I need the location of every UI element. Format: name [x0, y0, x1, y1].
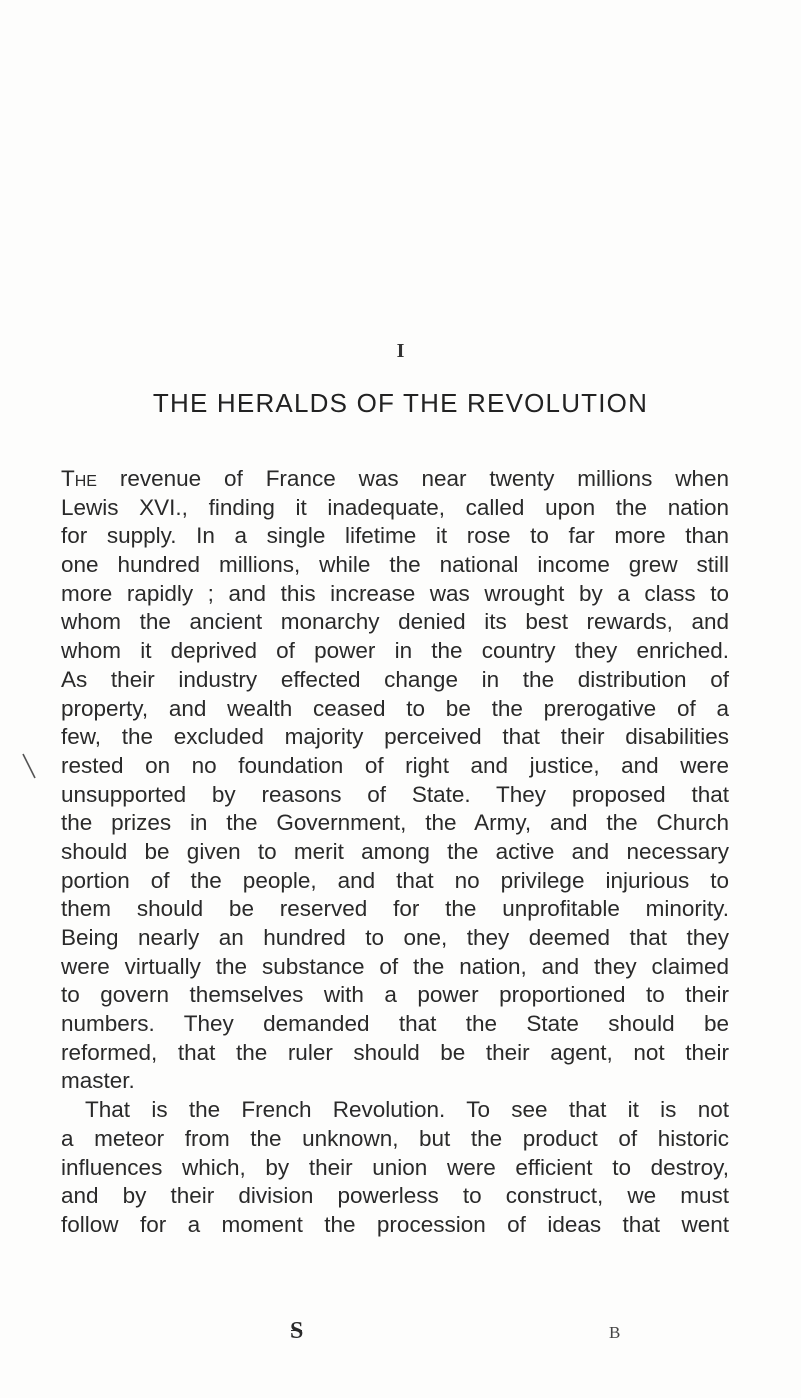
body-line: for supply. In a single lifetime it rose to far more than: [61, 523, 729, 549]
body-line: them should be reserved for the unprofitable minority.: [61, 896, 729, 922]
body-line: one hundred millions, while the national income grew still: [61, 552, 729, 578]
body-line: follow for a moment the procession of ideas that went: [61, 1211, 729, 1237]
body-line: influences which, by their union were efficient to destroy,: [61, 1154, 729, 1180]
body-line: property, and wealth ceased to be the prerogative of a: [61, 695, 729, 721]
body-line: master.: [61, 1068, 135, 1094]
body-paragraph: [61, 465, 729, 1240]
body-line: reformed, that the ruler should be their agent, not their: [61, 1039, 729, 1065]
body-line: Being nearly an hundred to one, they deemed that they: [61, 925, 729, 950]
body-line: rested on no foundation of right and justice, and were: [61, 752, 729, 778]
body-line: to govern themselves with a power proportioned to their: [61, 982, 729, 1008]
body-line: Lewis XVI., finding it inadequate, called upon the nation: [61, 494, 729, 520]
body-line: a meteor from the unknown, but the product of historic: [61, 1125, 729, 1151]
body-line: and by their division powerless to construct, we must: [61, 1183, 729, 1209]
signature-letter: B: [609, 1323, 621, 1342]
body-line: were virtually the substance of the nation, and they claimed: [61, 953, 729, 979]
body-line: That is the French Revolution. To see that it is not: [85, 1097, 729, 1123]
body-line: the prizes in the Government, the Army, and the Church: [61, 810, 729, 836]
body-line: more rapidly ; and this increase was wrought by a class to: [61, 580, 729, 606]
body-line: As their industry effected change in the distribution of: [61, 666, 729, 692]
body-line: [61, 465, 729, 494]
body-line: whom the ancient monarchy denied its best rewards, and: [61, 609, 729, 635]
body-line: portion of the people, and that no privilege injurious to: [61, 867, 729, 893]
body-line: unsupported by reasons of State. They proposed that: [61, 781, 729, 807]
signature-mark: S: [290, 1318, 304, 1344]
body-line: should be given to merit among the active and necessary: [61, 838, 729, 864]
opening-word: The: [61, 466, 97, 491]
body-line-text: revenue of France was near twenty millions when: [96, 466, 729, 491]
margin-pencil-mark: [20, 752, 40, 782]
body-line: numbers. They demanded that the State should be: [61, 1011, 729, 1037]
chapter-number: I: [396, 340, 405, 362]
body-line: few, the excluded majority perceived that their disabilities: [61, 724, 729, 750]
body-line: whom it deprived of power in the country they enriched.: [61, 638, 729, 664]
chapter-title: THE HERALDS OF THE REVOLUTION: [152, 388, 649, 418]
